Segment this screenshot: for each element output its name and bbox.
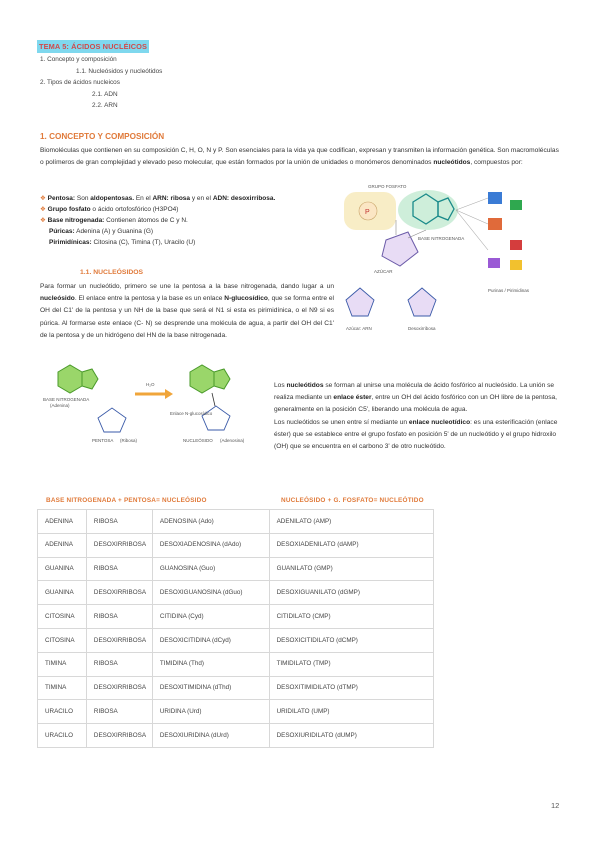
para-text: , que se forma entre el OH del C1' de la pentosa y un NH de la base que será el N1 si esta es pirimidínica, o el N9 si es púrica. Al formarse este enlace (C- N) se desprende una molécula de agua, a partir del OH del C1' de la pentosa y de un hidrógeno del HN de la base nitrogenada. xyxy=(40,295,334,339)
table-cell: TIMIDINA (Thd) xyxy=(152,652,269,676)
paragraph-block xyxy=(258,380,558,417)
table-row xyxy=(38,605,434,629)
table-header-right: NUCLEÓSIDO + G. FOSFATO= NUCLEÓTIDO xyxy=(281,497,424,504)
table-cell: RIBOSA xyxy=(86,700,152,724)
toc-item[interactable]: 2.1. ADN xyxy=(92,90,118,98)
table-cell: DESOXICITIDILATO (dCMP) xyxy=(269,628,433,652)
pentosa-text: Son xyxy=(76,195,89,202)
table-cell: RIBOSA xyxy=(86,605,152,629)
table-row xyxy=(38,533,434,557)
para-bold: nucleósido xyxy=(40,295,75,303)
table-row xyxy=(38,510,434,534)
nucleotide-table xyxy=(37,509,434,748)
intro-text: Biomoléculas que contienen en su composición C, H, O, N y P. Son esenciales para la vida ya que codifican, expresan y transmiten la información genética. Son macromoléculas o polímeros de gran complejidad y elevado peso molecular, que están formados por la unión de unidades o monómeros denominados xyxy=(40,147,559,167)
toc-item[interactable]: 2.2. ARN xyxy=(92,102,118,109)
pirimidinas-label: Pirimidínicas: xyxy=(49,239,92,246)
table-cell: ADENINA xyxy=(38,510,87,534)
toc-item[interactable]: 1. Concepto y composición xyxy=(40,56,117,63)
pirimidinas-text: Citosina (C), Timina (T), Uracilo (U) xyxy=(93,239,196,246)
table-cell: URACILO xyxy=(38,724,87,748)
table-cell: RIBOSA xyxy=(86,557,152,581)
fig1-label-fosfato: GRUPO FOSFATO xyxy=(368,184,407,189)
table-cell: GUANOSINA (Guo) xyxy=(152,557,269,581)
table-cell: DESOXIURIDILATO (dUMP) xyxy=(269,724,433,748)
table-cell: DESOXIURIDINA (dUrd) xyxy=(152,724,269,748)
list-item xyxy=(40,215,340,226)
base-text: Contienen átomos de C y N. xyxy=(106,217,188,224)
table-cell: DESOXIADENILATO (dAMP) xyxy=(269,533,433,557)
para-bold: N-glucosídico xyxy=(224,295,268,303)
fig1-label-azucar: AZÚCAR xyxy=(374,269,393,274)
intro-paragraph xyxy=(40,145,560,169)
nucleoside-diagram-icon xyxy=(40,360,255,445)
subsection-title: 1.1. NUCLEÓSIDOS xyxy=(80,269,144,276)
table-row xyxy=(38,581,434,605)
intro-bold: nucleótidos xyxy=(433,159,471,167)
bullet-icon: ❖ xyxy=(40,195,46,202)
table-cell: URIDINA (Urd) xyxy=(152,700,269,724)
purinas-text: Adenina (A) y Guanina (G) xyxy=(76,228,154,235)
fig2-label-h2o: H₂O xyxy=(146,382,155,387)
nucleosido-paragraph xyxy=(40,281,334,342)
table-cell: URIDILATO (UMP) xyxy=(269,700,433,724)
pentosa-text: y en el xyxy=(191,195,211,202)
section-title: 1. CONCEPTO Y COMPOSICIÓN xyxy=(40,132,165,141)
topic-title: TEMA 5: ÁCIDOS NUCLÉICOS xyxy=(37,40,149,53)
table-cell: DESOXIRRIBOSA xyxy=(86,533,152,557)
table-cell: DESOXIRRIBOSA xyxy=(86,724,152,748)
para-text: Para formar un nucleótido, primero se une la pentosa a la base nitrogenada, dando lugar a un xyxy=(40,283,334,290)
fig2-label-nucleosido-sub: (Adenosina) xyxy=(220,438,245,443)
table-cell: ADENILATO (AMP) xyxy=(269,510,433,534)
table-cell: TIMINA xyxy=(38,652,87,676)
table-cell: GUANILATO (GMP) xyxy=(269,557,433,581)
table-cell: CITIDILATO (CMP) xyxy=(269,605,433,629)
table-cell: TIMINA xyxy=(38,676,87,700)
para-text: . El enlace entre la pentosa y la base es un enlace xyxy=(74,295,223,303)
pentosa-bold: aldopentosas. xyxy=(90,195,135,202)
table-cell: DESOXIGUANILATO (dGMP) xyxy=(269,581,433,605)
bullet-icon: ❖ xyxy=(40,217,46,224)
para-bold: nucleótidos xyxy=(286,382,324,389)
table-cell: DESOXIRRIBOSA xyxy=(86,581,152,605)
nucleoside-figure xyxy=(40,360,255,445)
list-item xyxy=(40,193,340,204)
list-item xyxy=(40,204,340,215)
purinas-label: Púricas: xyxy=(49,228,75,235)
pentosa-bold: ADN: desoxirribosa. xyxy=(212,195,276,202)
svg-text:P: P xyxy=(365,209,370,216)
list-subitem xyxy=(40,237,340,248)
table-cell: DESOXIRRIBOSA xyxy=(86,676,152,700)
table-cell: CITIDINA (Cyd) xyxy=(152,605,269,629)
nucleotido-paragraph xyxy=(258,380,558,453)
table-cell: ADENINA xyxy=(38,533,87,557)
table-cell: CITOSINA xyxy=(38,605,87,629)
para-text: Los nucleótidos se unen entre sí mediante un xyxy=(274,418,408,426)
para-bold: enlace nucleotídico xyxy=(408,418,471,426)
page-number: 12 xyxy=(551,801,560,810)
table-cell: DESOXIGUANOSINA (dGuo) xyxy=(152,581,269,605)
fosfato-text: o ácido ortofosfórico (H3PO4) xyxy=(92,206,179,213)
table-cell: RIBOSA xyxy=(86,510,152,534)
pentosa-bold: ARN: ribosa xyxy=(152,195,191,202)
table-row xyxy=(38,652,434,676)
fig2-label-base-sub: (Adenina) xyxy=(50,403,70,408)
table-cell: URACILO xyxy=(38,700,87,724)
toc-item[interactable]: 2. Tipos de ácidos nucleicos xyxy=(40,79,120,86)
table-cell: DESOXITIMIDINA (dThd) xyxy=(152,676,269,700)
fosfato-label: Grupo fosfato xyxy=(47,206,91,213)
table-row xyxy=(38,700,434,724)
fig2-label-pentosa-sub: (Ribosa) xyxy=(120,438,138,443)
table-cell: DESOXITIMIDILATO (dTMP) xyxy=(269,676,433,700)
nucleotide-figure xyxy=(338,180,560,345)
para-text: Los xyxy=(274,382,285,389)
table-cell: TIMIDILATO (TMP) xyxy=(269,652,433,676)
table-cell: GUANINA xyxy=(38,557,87,581)
para-text: : es una esterificación (enlace éster) que se establece entre el grupo fosfato en posición 5' de un nucleótido y el grupo hidroxilo (OH) que se encuentra en el carbono 3' de otro nucleótido. xyxy=(274,418,558,451)
composition-list xyxy=(40,193,340,248)
pentosa-label: Pentosa: xyxy=(47,195,76,202)
fig2-label-pentosa: PENTOSA xyxy=(92,438,114,443)
nucleotide-diagram-icon xyxy=(338,180,560,345)
para-text: , entre un OH del ácido fosfórico con un OH libre de la pentosa, generalmente en la posición C5', liberando una molécula de agua. xyxy=(274,394,557,414)
table-cell: GUANINA xyxy=(38,581,87,605)
fig1-label-desox: Desoxirribosa xyxy=(408,326,436,331)
fig2-label-nucleosido: NUCLEÓSIDO xyxy=(183,438,213,443)
base-label: Base nitrogenada: xyxy=(47,217,105,224)
table-cell: RIBOSA xyxy=(86,652,152,676)
table-cell: DESOXIADENOSINA (dAdo) xyxy=(152,533,269,557)
fig1-label-base: BASE NITROGENADA xyxy=(418,236,465,241)
bullet-icon: ❖ xyxy=(40,206,46,213)
table-cell: DESOXICITIDINA (dCyd) xyxy=(152,628,269,652)
para-bold: enlace éster xyxy=(333,394,372,402)
fig2-label-base: BASE NITROGENADA xyxy=(43,397,90,402)
fig1-label-ribosa: Azúcar: ARN xyxy=(346,326,372,331)
table-row xyxy=(38,724,434,748)
table-row xyxy=(38,676,434,700)
intro-end: , compuestos por: xyxy=(470,159,523,167)
table-cell: DESOXIRRIBOSA xyxy=(86,628,152,652)
table-cell: ADENOSINA (Ado) xyxy=(152,510,269,534)
list-subitem xyxy=(40,226,340,237)
pentosa-text: En el xyxy=(135,195,151,202)
toc-item[interactable]: 1.1. Nucleósidos y nucleótidos xyxy=(76,67,163,75)
paragraph-block xyxy=(258,417,558,454)
table-cell: CITOSINA xyxy=(38,628,87,652)
fig1-legend: Purinas / Pirimidinas xyxy=(488,288,530,293)
table-row xyxy=(38,628,434,652)
fig2-label-enlace: Enlace N-glucosídico xyxy=(170,411,213,416)
table-row xyxy=(38,557,434,581)
para-text: se forman al unirse una molécula de ácido fosfórico al nucleósido. La unión se realiza mediante un xyxy=(274,382,555,402)
table-header-left: BASE NITROGENADA + PENTOSA= NUCLEÓSIDO xyxy=(46,497,207,504)
table-of-contents xyxy=(40,55,162,113)
